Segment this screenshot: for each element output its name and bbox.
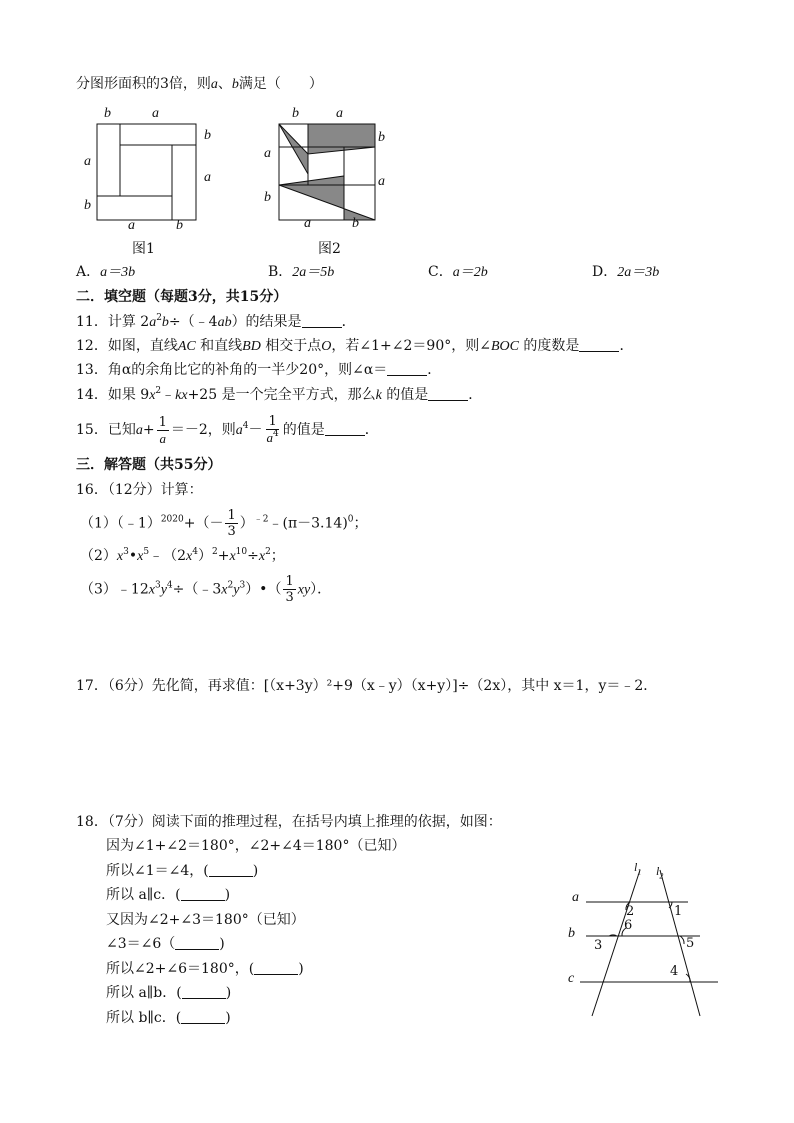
angle-label-4: 4: [670, 964, 679, 979]
answer-blank[interactable]: [302, 313, 342, 328]
q18-line: 所以 a∥c．( ): [106, 887, 231, 903]
fig1-label: b: [84, 198, 91, 213]
option-b: B．2a＝5b: [268, 264, 335, 280]
answer-blank[interactable]: [325, 421, 365, 436]
question-16-part-1: （1）（﹣1）$^{2020}$+（－ $\frac{1}{3}$ ）$^{﹣2}﹣(\pi-3.14)^0$；: [80, 508, 368, 539]
q18-line: 所以 b∥c．( ): [106, 1010, 231, 1026]
fraction: $\frac{1}{a^4}$: [266, 414, 279, 445]
reason-blank[interactable]: [209, 862, 253, 877]
question-18-head: 18．（7分）阅读下面的推理过程，在括号内填上推理的依据，如图：: [76, 814, 502, 830]
fig1-label: a: [204, 170, 211, 185]
fig1-label: a: [128, 218, 135, 233]
fig1-label: a: [152, 106, 159, 121]
fig2-label: b: [292, 106, 299, 121]
question-13: 13．角α的余角比它的补角的一半少20°，则∠α＝ ．: [76, 362, 442, 378]
answer-blank[interactable]: [428, 386, 468, 401]
question-11: 11．计算 $2a^2b\div(﹣4ab)$的结果是 ．: [76, 313, 356, 330]
fig1-label: b: [104, 106, 111, 121]
angle-label-3: 3: [594, 938, 603, 953]
angle-label-1: 1: [674, 904, 683, 919]
fig2-label: b: [264, 190, 271, 205]
reason-blank[interactable]: [182, 984, 226, 999]
q18-line: 所以∠2+∠6＝180°，( ): [106, 961, 304, 977]
section-3-title: 三．解答题（共55分）: [76, 457, 222, 473]
q18-line: 所以∠1＝∠4，( ): [106, 863, 259, 879]
fig1-label: a: [84, 154, 91, 169]
q18-line: 因为∠1+∠2＝180°，∠2+∠4＝180°（已知）: [106, 838, 406, 854]
angle-arc: [680, 936, 684, 944]
question-12: 12．如图，直线AC 和直线BD 相交于点O，若∠1+∠2＝90°，则∠BOC 的度数是 ．: [76, 338, 634, 354]
fig2-label: a: [264, 146, 271, 161]
label-b: b: [568, 926, 575, 941]
fig1-label: b: [204, 128, 211, 143]
fraction: $\frac{1}{3}$: [285, 574, 294, 605]
question-16-part-3: $(3)﹣12x^3y^4\div(﹣3x^2y^3)•$（ $\frac{1}{3}$ xy）．: [80, 574, 332, 605]
label-l2: $l_2$: [656, 864, 664, 881]
angle-arc: [686, 974, 690, 982]
reason-blank[interactable]: [175, 935, 219, 950]
fig1-caption: 图1: [132, 241, 155, 257]
reason-blank[interactable]: [181, 1009, 225, 1024]
fraction: $\frac{1}{3}$: [227, 508, 236, 539]
label-l1: $l_1$: [634, 860, 642, 877]
answer-blank[interactable]: [579, 337, 619, 352]
reason-blank[interactable]: [181, 886, 225, 901]
fig2-caption: 图2: [318, 241, 341, 257]
angle-label-6: 6: [624, 918, 633, 933]
figure-2: [268, 104, 408, 254]
reason-blank[interactable]: [254, 960, 298, 975]
angle-label-5: 5: [686, 936, 695, 951]
fig2-shaded-triangle: [279, 124, 308, 174]
question-16-head: 16．（12分）计算：: [76, 482, 203, 498]
label-c: c: [568, 971, 575, 986]
angle-label-2: 2: [626, 904, 635, 919]
fig2-label: a: [304, 216, 311, 231]
q10-stem: 分图形面积的3倍，则a、b满足（ ）: [76, 76, 323, 92]
fig2-label: a: [378, 174, 385, 189]
option-a: A．a＝3b: [76, 264, 136, 280]
question-17: 17．（6分）先化简，再求值：[（x+3y）²+9（x﹣y）（x+y）]÷（2x），其中 x＝1，y＝﹣2．: [76, 678, 658, 694]
q18-line: 所以 a∥b．( ): [106, 985, 232, 1001]
question-14: 14．如果 $9x^2﹣kx+25$ 是一个完全平方式，那么k 的值是 ．: [76, 386, 483, 403]
parallel-lines-figure: [560, 858, 730, 1028]
q18-line: 又因为∠2+∠3＝180°（已知）: [106, 912, 305, 928]
fraction: $\frac{1}{a}$: [158, 414, 167, 446]
section-2-title: 二．填空题（每题3分，共15分）: [76, 289, 288, 305]
label-a: a: [572, 890, 579, 905]
fig2-label: a: [336, 106, 343, 121]
fig1-label: b: [176, 218, 183, 233]
question-15: 15．已知a+ $\frac{1}{a}$ ＝－2，则$a^4-$ $\frac{1}{a^4}$ 的值是 ．: [76, 414, 379, 446]
answer-blank[interactable]: [387, 361, 427, 376]
fig1-outer-square: [97, 124, 196, 220]
fig2-shaded-region: [279, 176, 375, 220]
question-16-part-2: $(2)x^3•x^5﹣(2x^4)^2+x^{10}\div x^2$；: [80, 547, 285, 564]
option-d: D．2a＝3b: [592, 264, 660, 280]
fig2-label: b: [352, 216, 359, 231]
q18-line: ∠3＝∠6（ ): [106, 936, 225, 952]
option-c: C．a＝2b: [428, 264, 488, 280]
fig2-label: b: [378, 130, 385, 145]
fig2-shaded-region: [308, 124, 375, 154]
